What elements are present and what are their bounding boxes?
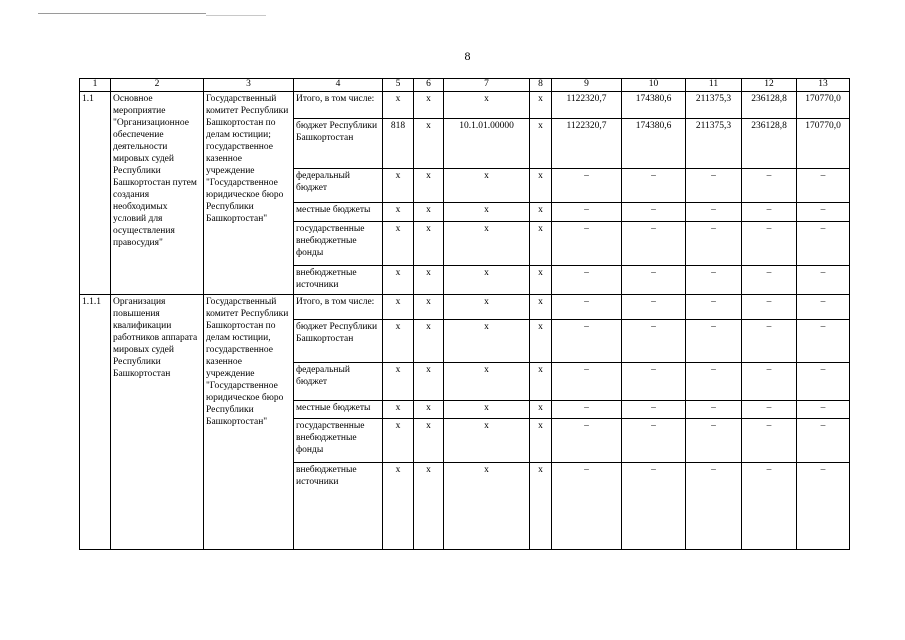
total-amount-cell: – <box>552 168 622 202</box>
year-amount-cell: – <box>797 202 850 221</box>
expense-type-cell: x <box>530 294 552 319</box>
section-code-cell: x <box>414 168 444 202</box>
responsible-executor: Государственный комитет Республики Башкортостан по делам юстиции; государственное казенное учреждение "Государственное юридическое бюро Республики Башкортостан" <box>204 91 294 294</box>
section-code-cell: x <box>414 400 444 418</box>
expense-type-cell: x <box>530 91 552 119</box>
year-amount-cell: – <box>742 168 797 202</box>
column-header: 7 <box>444 79 530 92</box>
total-amount-cell: 1122320,7 <box>552 91 622 119</box>
budget-code-cell: x <box>383 91 414 119</box>
year-amount-cell: – <box>742 320 797 362</box>
column-header: 13 <box>797 79 850 92</box>
column-header: 11 <box>686 79 742 92</box>
budget-code-cell: x <box>383 266 414 295</box>
funding-source: местные бюджеты <box>294 400 383 418</box>
section-code-cell: x <box>414 91 444 119</box>
funding-source: федеральный бюджет <box>294 362 383 400</box>
total-amount-cell: – <box>552 320 622 362</box>
total-amount-cell: – <box>552 202 622 221</box>
year-amount-cell: 170770,0 <box>797 91 850 119</box>
program-funding-table <box>79 78 850 550</box>
year-amount-cell: – <box>797 221 850 265</box>
page-number: 8 <box>464 49 471 63</box>
year-amount-cell: – <box>797 266 850 295</box>
budget-code-cell: x <box>383 202 414 221</box>
total-amount-cell: 1122320,7 <box>552 119 622 169</box>
total-amount-cell: – <box>552 418 622 462</box>
year-amount-cell: – <box>622 400 686 418</box>
expense-type-cell: x <box>530 202 552 221</box>
budget-code-cell: x <box>383 400 414 418</box>
target-article-cell: x <box>444 463 530 550</box>
expense-type-cell: x <box>530 418 552 462</box>
column-header: 8 <box>530 79 552 92</box>
target-article-cell: x <box>444 266 530 295</box>
section-code-cell: x <box>414 294 444 319</box>
expense-type-cell: x <box>530 168 552 202</box>
section-code-cell: x <box>414 221 444 265</box>
year-amount-cell: – <box>622 418 686 462</box>
funding-source: федеральный бюджет <box>294 168 383 202</box>
total-amount-cell: – <box>552 266 622 295</box>
scan-artifact-line <box>206 15 266 16</box>
expense-type-cell: x <box>530 266 552 295</box>
budget-code-cell: x <box>383 463 414 550</box>
year-amount-cell: – <box>622 168 686 202</box>
target-article-cell: x <box>444 202 530 221</box>
year-amount-cell: 236128,8 <box>742 91 797 119</box>
target-article-cell: x <box>444 168 530 202</box>
column-header: 1 <box>80 79 111 92</box>
target-article-cell: x <box>444 400 530 418</box>
responsible-executor: Государственный комитет Республики Башкортостан по делам юстиции, государственное казенное учреждение "Государственное юридическое бюро Республики Башкортостан" <box>204 294 294 549</box>
expense-type-cell: x <box>530 221 552 265</box>
target-article-cell: x <box>444 418 530 462</box>
target-article-cell: x <box>444 362 530 400</box>
budget-code-cell: x <box>383 362 414 400</box>
year-amount-cell: – <box>686 266 742 295</box>
budget-code-cell: x <box>383 294 414 319</box>
scan-artifact-line <box>38 13 206 14</box>
section-code-cell: x <box>414 119 444 169</box>
year-amount-cell: – <box>686 294 742 319</box>
expense-type-cell: x <box>530 119 552 169</box>
section-code-cell: x <box>414 362 444 400</box>
column-header: 4 <box>294 79 383 92</box>
year-amount-cell: 174380,6 <box>622 91 686 119</box>
year-amount-cell: – <box>742 463 797 550</box>
budget-code-cell: x <box>383 221 414 265</box>
year-amount-cell: – <box>622 294 686 319</box>
year-amount-cell: 174380,6 <box>622 119 686 169</box>
measure-number: 1.1 <box>80 91 111 294</box>
year-amount-cell: – <box>742 221 797 265</box>
year-amount-cell: – <box>686 362 742 400</box>
column-header: 5 <box>383 79 414 92</box>
funding-source: внебюджетные источники <box>294 463 383 550</box>
year-amount-cell: – <box>622 221 686 265</box>
year-amount-cell: 170770,0 <box>797 119 850 169</box>
year-amount-cell: – <box>797 294 850 319</box>
year-amount-cell: – <box>622 463 686 550</box>
year-amount-cell: – <box>797 400 850 418</box>
column-header: 9 <box>552 79 622 92</box>
table-row <box>80 91 850 119</box>
year-amount-cell: 211375,3 <box>686 119 742 169</box>
year-amount-cell: – <box>797 418 850 462</box>
year-amount-cell: – <box>622 266 686 295</box>
funding-source: бюджет Республики Башкортостан <box>294 320 383 362</box>
year-amount-cell: – <box>742 400 797 418</box>
total-amount-cell: – <box>552 400 622 418</box>
year-amount-cell: – <box>797 463 850 550</box>
year-amount-cell: – <box>686 400 742 418</box>
year-amount-cell: – <box>686 168 742 202</box>
expense-type-cell: x <box>530 320 552 362</box>
section-code-cell: x <box>414 202 444 221</box>
year-amount-cell: – <box>686 463 742 550</box>
table-row <box>80 294 850 319</box>
section-code-cell: x <box>414 418 444 462</box>
funding-source: местные бюджеты <box>294 202 383 221</box>
total-amount-cell: – <box>552 362 622 400</box>
target-article-cell: x <box>444 91 530 119</box>
column-header: 6 <box>414 79 444 92</box>
total-amount-cell: – <box>552 463 622 550</box>
total-amount-cell: – <box>552 221 622 265</box>
year-amount-cell: – <box>742 294 797 319</box>
expense-type-cell: x <box>530 400 552 418</box>
year-amount-cell: – <box>742 418 797 462</box>
year-amount-cell: – <box>742 362 797 400</box>
budget-code-cell: x <box>383 320 414 362</box>
year-amount-cell: – <box>686 418 742 462</box>
budget-code-cell: x <box>383 418 414 462</box>
funding-source: Итого, в том числе: <box>294 91 383 119</box>
funding-source: Итого, в том числе: <box>294 294 383 319</box>
budget-code-cell: 818 <box>383 119 414 169</box>
column-number-header-row <box>80 79 850 92</box>
section-code-cell: x <box>414 463 444 550</box>
year-amount-cell: – <box>622 202 686 221</box>
funding-source: внебюджетные источники <box>294 266 383 295</box>
total-amount-cell: – <box>552 294 622 319</box>
year-amount-cell: 211375,3 <box>686 91 742 119</box>
column-header: 12 <box>742 79 797 92</box>
target-article-cell: 10.1.01.00000 <box>444 119 530 169</box>
year-amount-cell: – <box>686 221 742 265</box>
year-amount-cell: – <box>686 202 742 221</box>
year-amount-cell: – <box>797 362 850 400</box>
year-amount-cell: – <box>622 320 686 362</box>
expense-type-cell: x <box>530 463 552 550</box>
column-header: 3 <box>204 79 294 92</box>
expense-type-cell: x <box>530 362 552 400</box>
target-article-cell: x <box>444 294 530 319</box>
measure-name: Основное мероприятие "Организационное обеспечение деятельности мировых судей Республики Башкортостан путем создания необходимых условий для осуществления правосудия" <box>111 91 204 294</box>
target-article-cell: x <box>444 221 530 265</box>
measure-number: 1.1.1 <box>80 294 111 549</box>
year-amount-cell: 236128,8 <box>742 119 797 169</box>
column-header: 2 <box>111 79 204 92</box>
funding-source: государственные внебюджетные фонды <box>294 418 383 462</box>
funding-source: бюджет Республики Башкортостан <box>294 119 383 169</box>
budget-code-cell: x <box>383 168 414 202</box>
year-amount-cell: – <box>742 202 797 221</box>
year-amount-cell: – <box>742 266 797 295</box>
year-amount-cell: – <box>797 168 850 202</box>
target-article-cell: x <box>444 320 530 362</box>
funding-source: государственные внебюджетные фонды <box>294 221 383 265</box>
year-amount-cell: – <box>686 320 742 362</box>
section-code-cell: x <box>414 266 444 295</box>
year-amount-cell: – <box>797 320 850 362</box>
column-header: 10 <box>622 79 686 92</box>
year-amount-cell: – <box>622 362 686 400</box>
measure-name: Организация повышения квалификации работников аппарата мировых судей Республики Башкортостан <box>111 294 204 549</box>
section-code-cell: x <box>414 320 444 362</box>
